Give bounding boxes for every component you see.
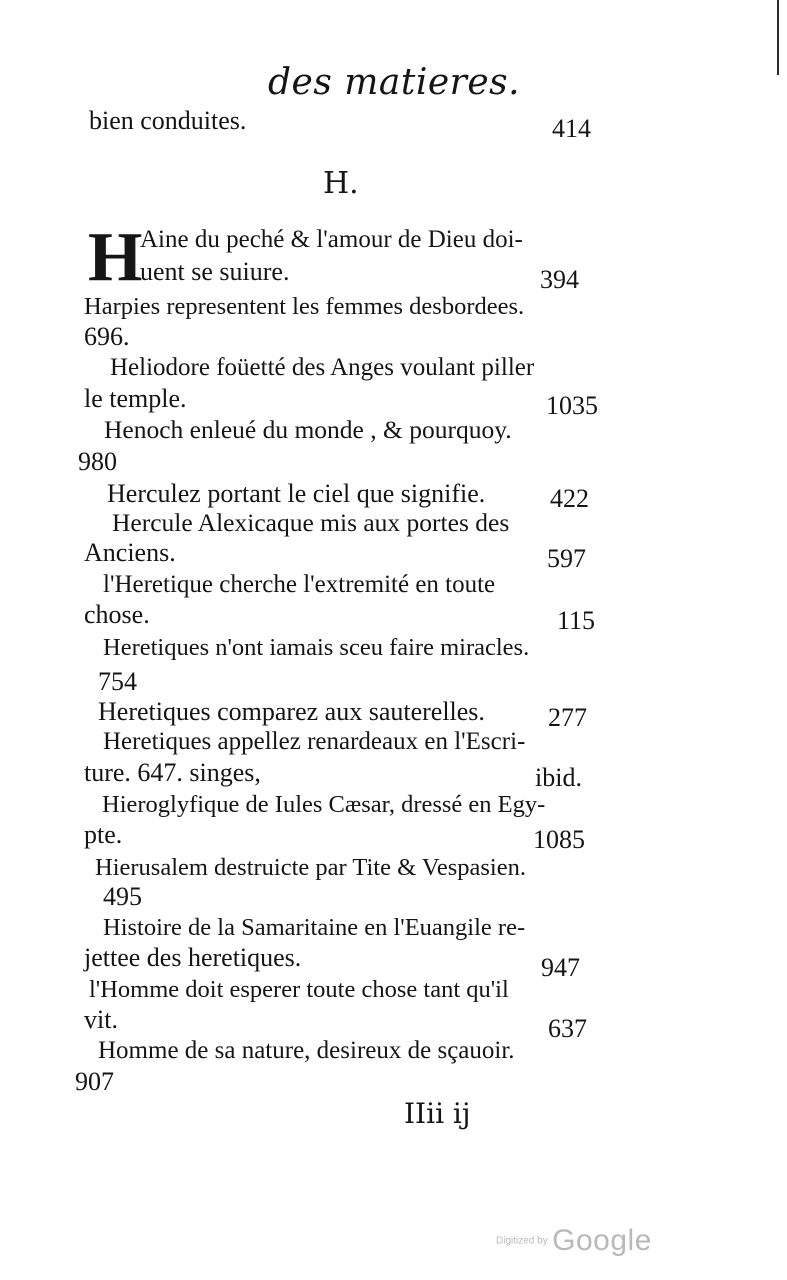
entry-line: 696.: [84, 322, 130, 351]
entry-page: 115: [557, 606, 596, 635]
entry-line: jettee des heretiques.: [84, 943, 302, 972]
entry-line: pte.: [84, 820, 123, 849]
top-entry-text: bien conduites.: [89, 106, 247, 135]
entry-line: Henoch enleué du monde , & pourquoy.: [104, 415, 512, 444]
entry-line: 495: [103, 882, 142, 911]
entry-page: 277: [548, 703, 587, 732]
top-entry-page: 414: [552, 114, 591, 143]
entry-line: Aine du peché & l'amour de Dieu doi-: [140, 226, 523, 253]
entry-line: Anciens.: [84, 538, 176, 567]
entry-line: l'Homme doit esperer toute chose tant qu'il: [89, 976, 509, 1003]
entry-page: 947: [541, 953, 580, 982]
entry-page: 1085: [533, 825, 585, 854]
watermark-prefix: Digitized by: [496, 1235, 548, 1247]
entry-line: uent se suiure.: [140, 257, 290, 286]
entry-page: ibid.: [535, 763, 582, 792]
digitized-watermark: [496, 1224, 652, 1258]
running-header: des matieres.: [268, 62, 521, 103]
entry-line: Hieroglyfique de Iules Cæsar, dressé en Egy-: [102, 791, 546, 818]
entry-line: Heretiques n'ont iamais sceu faire miracles.: [103, 634, 530, 661]
entry-page: 422: [550, 484, 589, 513]
entry-line: Hierusalem destruicte par Tite & Vespasien.: [95, 854, 526, 881]
entry-line: 907: [75, 1067, 114, 1096]
google-logo: Google: [552, 1224, 652, 1257]
entry-line: l'Heretique cherche l'extremité en toute: [103, 571, 496, 598]
entry-line: Harpies representent les femmes desbordees.: [84, 293, 525, 320]
entry-page: 1035: [546, 391, 598, 420]
entry-line: Heliodore foüetté des Anges voulant piller: [110, 354, 535, 381]
entry-page: 597: [547, 544, 586, 573]
entry-line: Herculez portant le ciel que signifie.: [107, 479, 486, 508]
entry-line: ture. 647. singes,: [84, 758, 261, 787]
entry-line: Heretiques comparez aux sauterelles.: [98, 697, 485, 726]
entry-page: 394: [540, 265, 579, 294]
entry-line: 980: [78, 447, 117, 476]
entry-line: Hercule Alexicaque mis aux portes des: [112, 508, 510, 537]
entry-line: Homme de sa nature, desireux de sçauoir.: [98, 1037, 515, 1064]
page-edge-line: [777, 0, 779, 75]
entry-line: vit.: [84, 1005, 118, 1034]
section-letter: H.: [323, 166, 359, 201]
entry-line: 754: [98, 667, 137, 696]
entry-page: 637: [548, 1014, 587, 1043]
entry-line: Heretiques appellez renardeaux en l'Escri-: [103, 728, 526, 755]
drop-cap: H: [88, 219, 143, 296]
entry-line: Histoire de la Samaritaine en l'Euangile re-: [103, 914, 526, 941]
entry-line: chose.: [84, 600, 150, 629]
entry-line: le temple.: [84, 384, 187, 413]
signature-mark: IIii ij: [404, 1097, 471, 1130]
